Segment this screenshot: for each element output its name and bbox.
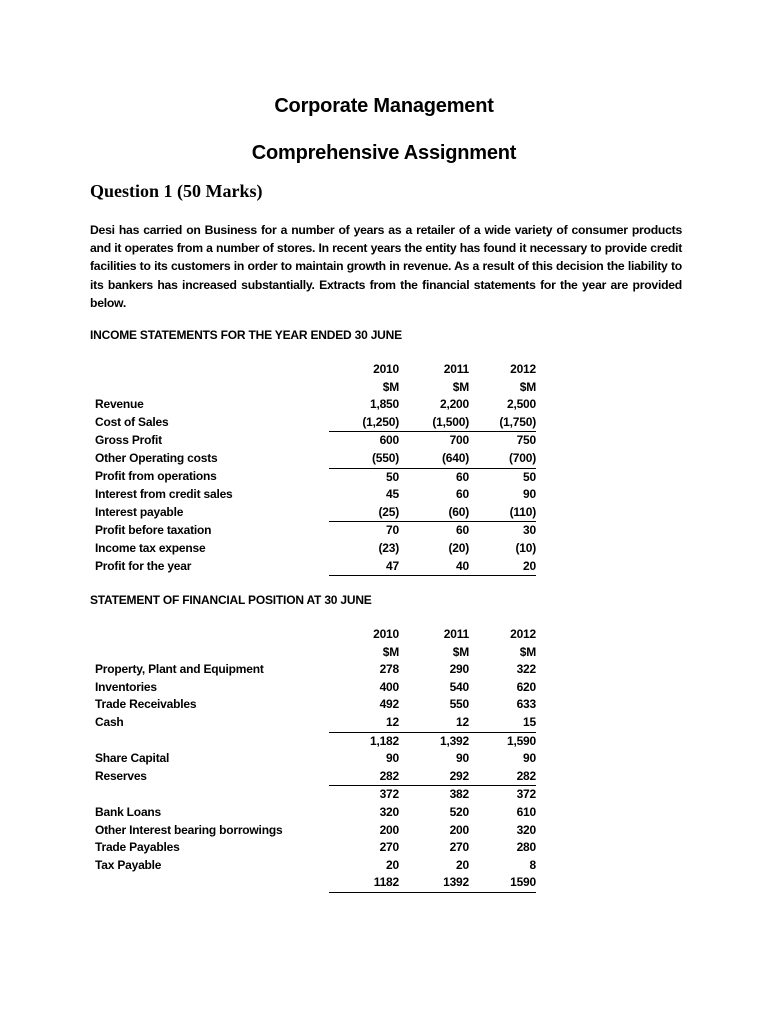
row-value: (550) [371, 450, 399, 465]
row-value: 200 [449, 822, 469, 837]
row-value: 270 [449, 840, 469, 855]
row-value: 1,182 [329, 732, 399, 750]
row-label [95, 874, 329, 892]
table-row [95, 450, 536, 468]
row-value: 2,500 [506, 397, 536, 412]
row-value: 45 [386, 487, 399, 502]
table-row [95, 522, 536, 540]
year-header-row [95, 626, 536, 644]
row-value: 90 [523, 751, 536, 766]
row-label: Share Capital [95, 751, 170, 766]
row-value: 280 [516, 840, 536, 855]
row-value: 40 [399, 558, 469, 576]
subtotal-row [95, 732, 536, 750]
row-value: 60 [399, 468, 469, 486]
financial-position-body [95, 626, 536, 892]
unit-header-cell: $M [382, 644, 399, 659]
row-value: 282 [379, 768, 399, 783]
row-label: Inventories [95, 679, 157, 694]
assignment-title: Comprehensive Assignment [251, 142, 517, 164]
question-heading: Question 1 (50 Marks) [90, 181, 263, 201]
row-label: Revenue [95, 397, 144, 412]
row-value: (20) [448, 540, 469, 555]
year-header-cell: 2011 [443, 362, 469, 376]
row-value: 320 [379, 804, 399, 819]
unit-header-cell: $M [519, 379, 536, 394]
table-row [95, 696, 536, 714]
row-value: 90 [386, 751, 399, 766]
year-header-row [95, 361, 536, 379]
row-value: (23) [378, 540, 399, 555]
table-row [95, 679, 536, 697]
row-label [95, 786, 329, 804]
unit-header-cell: $M [382, 379, 399, 394]
table-row [95, 661, 536, 679]
unit-header-row [95, 644, 536, 662]
table-row [95, 468, 536, 486]
year-header-cell: 2012 [510, 627, 536, 641]
header-spacer [95, 361, 329, 379]
row-value: 633 [516, 697, 536, 712]
row-value: 620 [516, 679, 536, 694]
header-spacer [95, 379, 329, 397]
year-header-cell: 2012 [510, 362, 536, 376]
row-value: (60) [448, 504, 469, 519]
table-row [95, 839, 536, 857]
row-label: Other Operating costs [95, 451, 218, 466]
income-statement-title: INCOME STATEMENTS FOR THE YEAR ENDED 30 JUNE [90, 328, 402, 342]
table-row [95, 857, 536, 875]
row-label: Profit for the year [95, 558, 192, 573]
row-label: Reserves [95, 769, 147, 783]
header-spacer [95, 626, 329, 644]
row-value: 30 [469, 522, 536, 540]
table-row [95, 750, 536, 768]
row-value: 20 [469, 558, 536, 576]
row-value: 320 [516, 822, 536, 837]
row-value: (25) [378, 504, 399, 519]
row-value: (1,250) [362, 414, 399, 429]
year-header-cell: 2010 [373, 362, 399, 376]
row-value: 610 [516, 804, 536, 819]
row-value: 20 [456, 857, 469, 872]
row-value: 8 [529, 857, 536, 872]
row-label: Tax Payable [95, 857, 162, 872]
row-value: (700) [508, 450, 536, 465]
row-value: 382 [399, 786, 469, 804]
row-value: 60 [456, 487, 469, 502]
row-value: (1,500) [432, 414, 469, 429]
table-row [95, 540, 536, 558]
subtotal-row [95, 874, 536, 892]
row-label: Cost of Sales [95, 415, 169, 430]
row-value: (110) [509, 504, 536, 519]
row-value: 1392 [399, 874, 469, 892]
row-label: Trade Receivables [95, 697, 197, 712]
row-value: 47 [329, 558, 399, 576]
row-value: (10) [515, 540, 536, 555]
table-row [95, 822, 536, 840]
row-value: 750 [469, 432, 536, 450]
row-value: 700 [399, 432, 469, 450]
row-value: 372 [329, 786, 399, 804]
table-row [95, 804, 536, 822]
row-value: 400 [379, 679, 399, 694]
year-header-cell: 2010 [373, 627, 399, 641]
row-value: 520 [449, 804, 469, 819]
income-statement-body [95, 361, 536, 576]
row-value: 12 [456, 714, 469, 729]
row-label: Gross Profit [95, 433, 162, 448]
row-value: 70 [329, 522, 399, 540]
row-label: Interest from credit sales [95, 487, 233, 502]
row-value: (1,750) [499, 414, 536, 429]
row-value: 1182 [329, 874, 399, 892]
row-value: 540 [449, 679, 469, 694]
row-value: 1,850 [369, 397, 399, 412]
row-value: 282 [516, 768, 536, 783]
unit-header-cell: $M [519, 644, 536, 659]
row-value: 200 [379, 822, 399, 837]
table-row [95, 432, 536, 450]
row-label: Interest payable [95, 505, 184, 519]
row-value: 600 [329, 432, 399, 450]
row-value: 90 [456, 751, 469, 766]
row-value: 90 [523, 487, 536, 502]
row-value: 12 [386, 714, 399, 729]
unit-header-cell: $M [452, 379, 469, 394]
row-value: 2,200 [439, 397, 469, 412]
year-header-cell: 2011 [443, 627, 469, 641]
row-label: Profit before taxation [95, 523, 212, 538]
row-value: (640) [441, 450, 469, 465]
row-value: 20 [386, 857, 399, 872]
table-row [95, 414, 536, 432]
row-value: 1,590 [469, 732, 536, 750]
table-row [95, 486, 536, 504]
row-value: 492 [379, 697, 399, 712]
row-value: 15 [523, 714, 536, 729]
row-value: 278 [379, 662, 399, 677]
row-value: 290 [449, 662, 469, 677]
row-value: 50 [469, 468, 536, 486]
row-label: Trade Payables [95, 840, 180, 855]
row-label: Cash [95, 715, 124, 730]
row-label: Income tax expense [95, 540, 206, 555]
row-label: Profit from operations [95, 469, 217, 484]
financial-position-title: STATEMENT OF FINANCIAL POSITION AT 30 JUNE [90, 593, 372, 607]
row-value: 270 [379, 840, 399, 855]
row-value: 372 [469, 786, 536, 804]
row-value: 50 [329, 468, 399, 486]
income-statement-table [95, 361, 536, 576]
row-value: 1590 [469, 874, 536, 892]
course-title: Corporate Management [274, 95, 494, 117]
table-row [95, 714, 536, 732]
row-value: 60 [399, 522, 469, 540]
row-value: 550 [449, 697, 469, 712]
row-label: Other Interest bearing borrowings [95, 822, 283, 837]
table-row [95, 768, 536, 786]
question-text: Desi has carried on Business for a number of years as a retailer of a wide variety of consumer products and it operates from a number of stores. In recent years the entity has found it necessary to provide credit facilities to its customers in order to maintain growth in revenue. As a result of this decision the liability to its bankers has increased substantially. Extracts from the financial statements for the year are provided below. [90, 223, 682, 310]
unit-header-cell: $M [452, 644, 469, 659]
row-label: Property, Plant and Equipment [95, 662, 264, 677]
row-label: Bank Loans [95, 804, 162, 819]
table-row [95, 504, 536, 522]
table-row [95, 396, 536, 414]
subtotal-row [95, 786, 536, 804]
row-value: 322 [516, 662, 536, 677]
table-row [95, 558, 536, 576]
financial-position-table [95, 626, 536, 893]
row-value: 292 [449, 768, 469, 783]
row-value: 1,392 [399, 732, 469, 750]
row-label [95, 732, 329, 750]
unit-header-row [95, 379, 536, 397]
header-spacer [95, 644, 329, 662]
